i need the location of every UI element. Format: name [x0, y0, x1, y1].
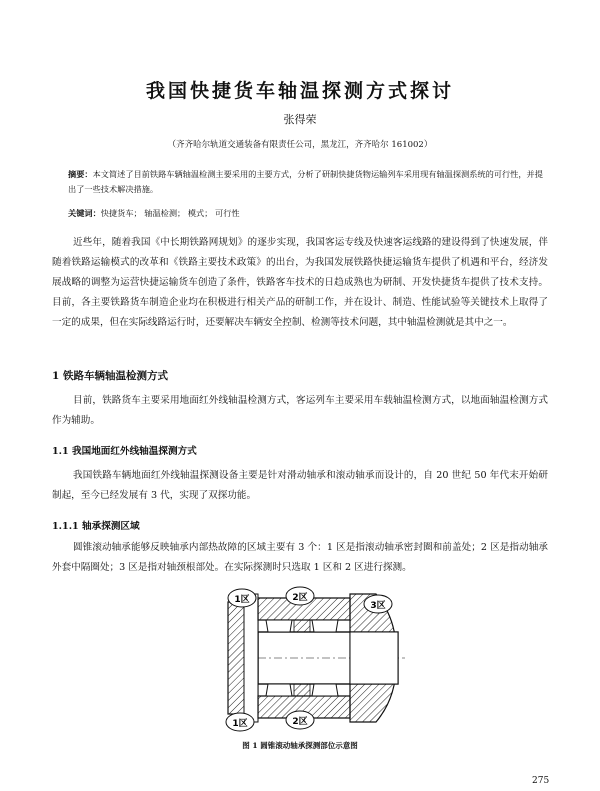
intro-paragraph: 近些年，随着我国《中长期铁路网规划》的逐步实现，我国客运专线及快速客运线路的建设得到了快速发展，伴随着铁路运输模式的改革和《铁路主要技术政策》的出台，为我国发展铁路快捷运输货车提供了机遇和平台，经济发展战略的调整为运营快捷运输货车创造了条件，铁路客车技术的日趋成熟也为研制、开发快捷货车提供了技术支持。目前，各主要铁路货车制造企业均在积极进行相关产品的研制工作，并在设计、制造、性能试验等关键技术上取得了一定的成果，但在实际线路运行时，还要解决车辆安全控制、检测等技术问题，其中轴温检测就是其中之一。 — [52, 237, 548, 328]
zone-3-label: 3区 — [370, 601, 386, 611]
section-1-paragraph: 目前，铁路货车主要采用地面红外线轴温检测方式，客运列车主要采用车载轴温检测方式，以地面轴温检测方式作为辅助。 — [52, 395, 548, 426]
zone-2-top-label: 2区 — [292, 593, 308, 603]
keywords-text: 快捷货车； 轴温检测； 模式； 可行性 — [100, 208, 240, 218]
page-number: 275 — [532, 776, 550, 786]
zone-2-bottom-label: 2区 — [292, 717, 308, 727]
keywords-label: 关键词： — [68, 208, 101, 218]
abstract-text: 本文简述了目前铁路车辆轴温检测主要采用的主要方式，分析了研制快捷货物运输列车采用现有轴温探测系统的可行性，并提出了一些技术解决措施。 — [68, 169, 543, 194]
section-1-1-heading: 1.1 我国地面红外线轴温探测方式 — [52, 446, 197, 457]
bearing-figure — [200, 580, 410, 735]
section-1-1-paragraph: 我国铁路车辆地面红外线轴温探测设备主要是针对滑动轴承和滚动轴承而设计的，自 20 世纪 50 年代末开始研制起，至今已经发展有 3 代，实现了双探功能。 — [52, 470, 548, 501]
section-1-1-1-heading: 1.1.1 轴承探测区域 — [52, 521, 140, 532]
section-1-heading: 1 铁路车辆轴温检测方式 — [52, 370, 168, 382]
roller-top-right — [312, 620, 338, 632]
zone-1-top-label: 1区 — [234, 595, 250, 605]
abstract — [68, 167, 546, 197]
zone-1-bottom-label: 1区 — [232, 719, 248, 729]
spacer-bottom — [294, 684, 310, 696]
section-1-1-1-paragraph: 圆锥滚动轴承能够反映轴承内部热故障的区域主要有 3 个：1 区是指滚动轴承密封圈和前盖处；2 区是指动轴承外套中隔圈处；3 区是指对轴颈根部处。在实际探测时只选取 1 区和 2 区进行探测。 — [52, 542, 548, 573]
roller-bottom-left — [266, 684, 292, 696]
keywords — [68, 208, 546, 219]
roller-top-left — [266, 620, 292, 632]
article-title: 我国快捷货车轴温探测方式探讨 — [145, 80, 454, 102]
spacer-top — [294, 620, 310, 632]
figure-caption: 图 1 圆锥滚动轴承探测部位示意图 — [242, 741, 358, 750]
seal-ring — [244, 594, 258, 722]
affiliation: （齐齐哈尔轨道交通装备有限责任公司，黑龙江，齐齐哈尔 161002） — [167, 140, 433, 150]
journal-root — [350, 632, 398, 684]
abstract-label: 摘要： — [68, 169, 93, 179]
roller-bottom-right — [312, 684, 338, 696]
author-name: 张得荣 — [283, 113, 317, 126]
